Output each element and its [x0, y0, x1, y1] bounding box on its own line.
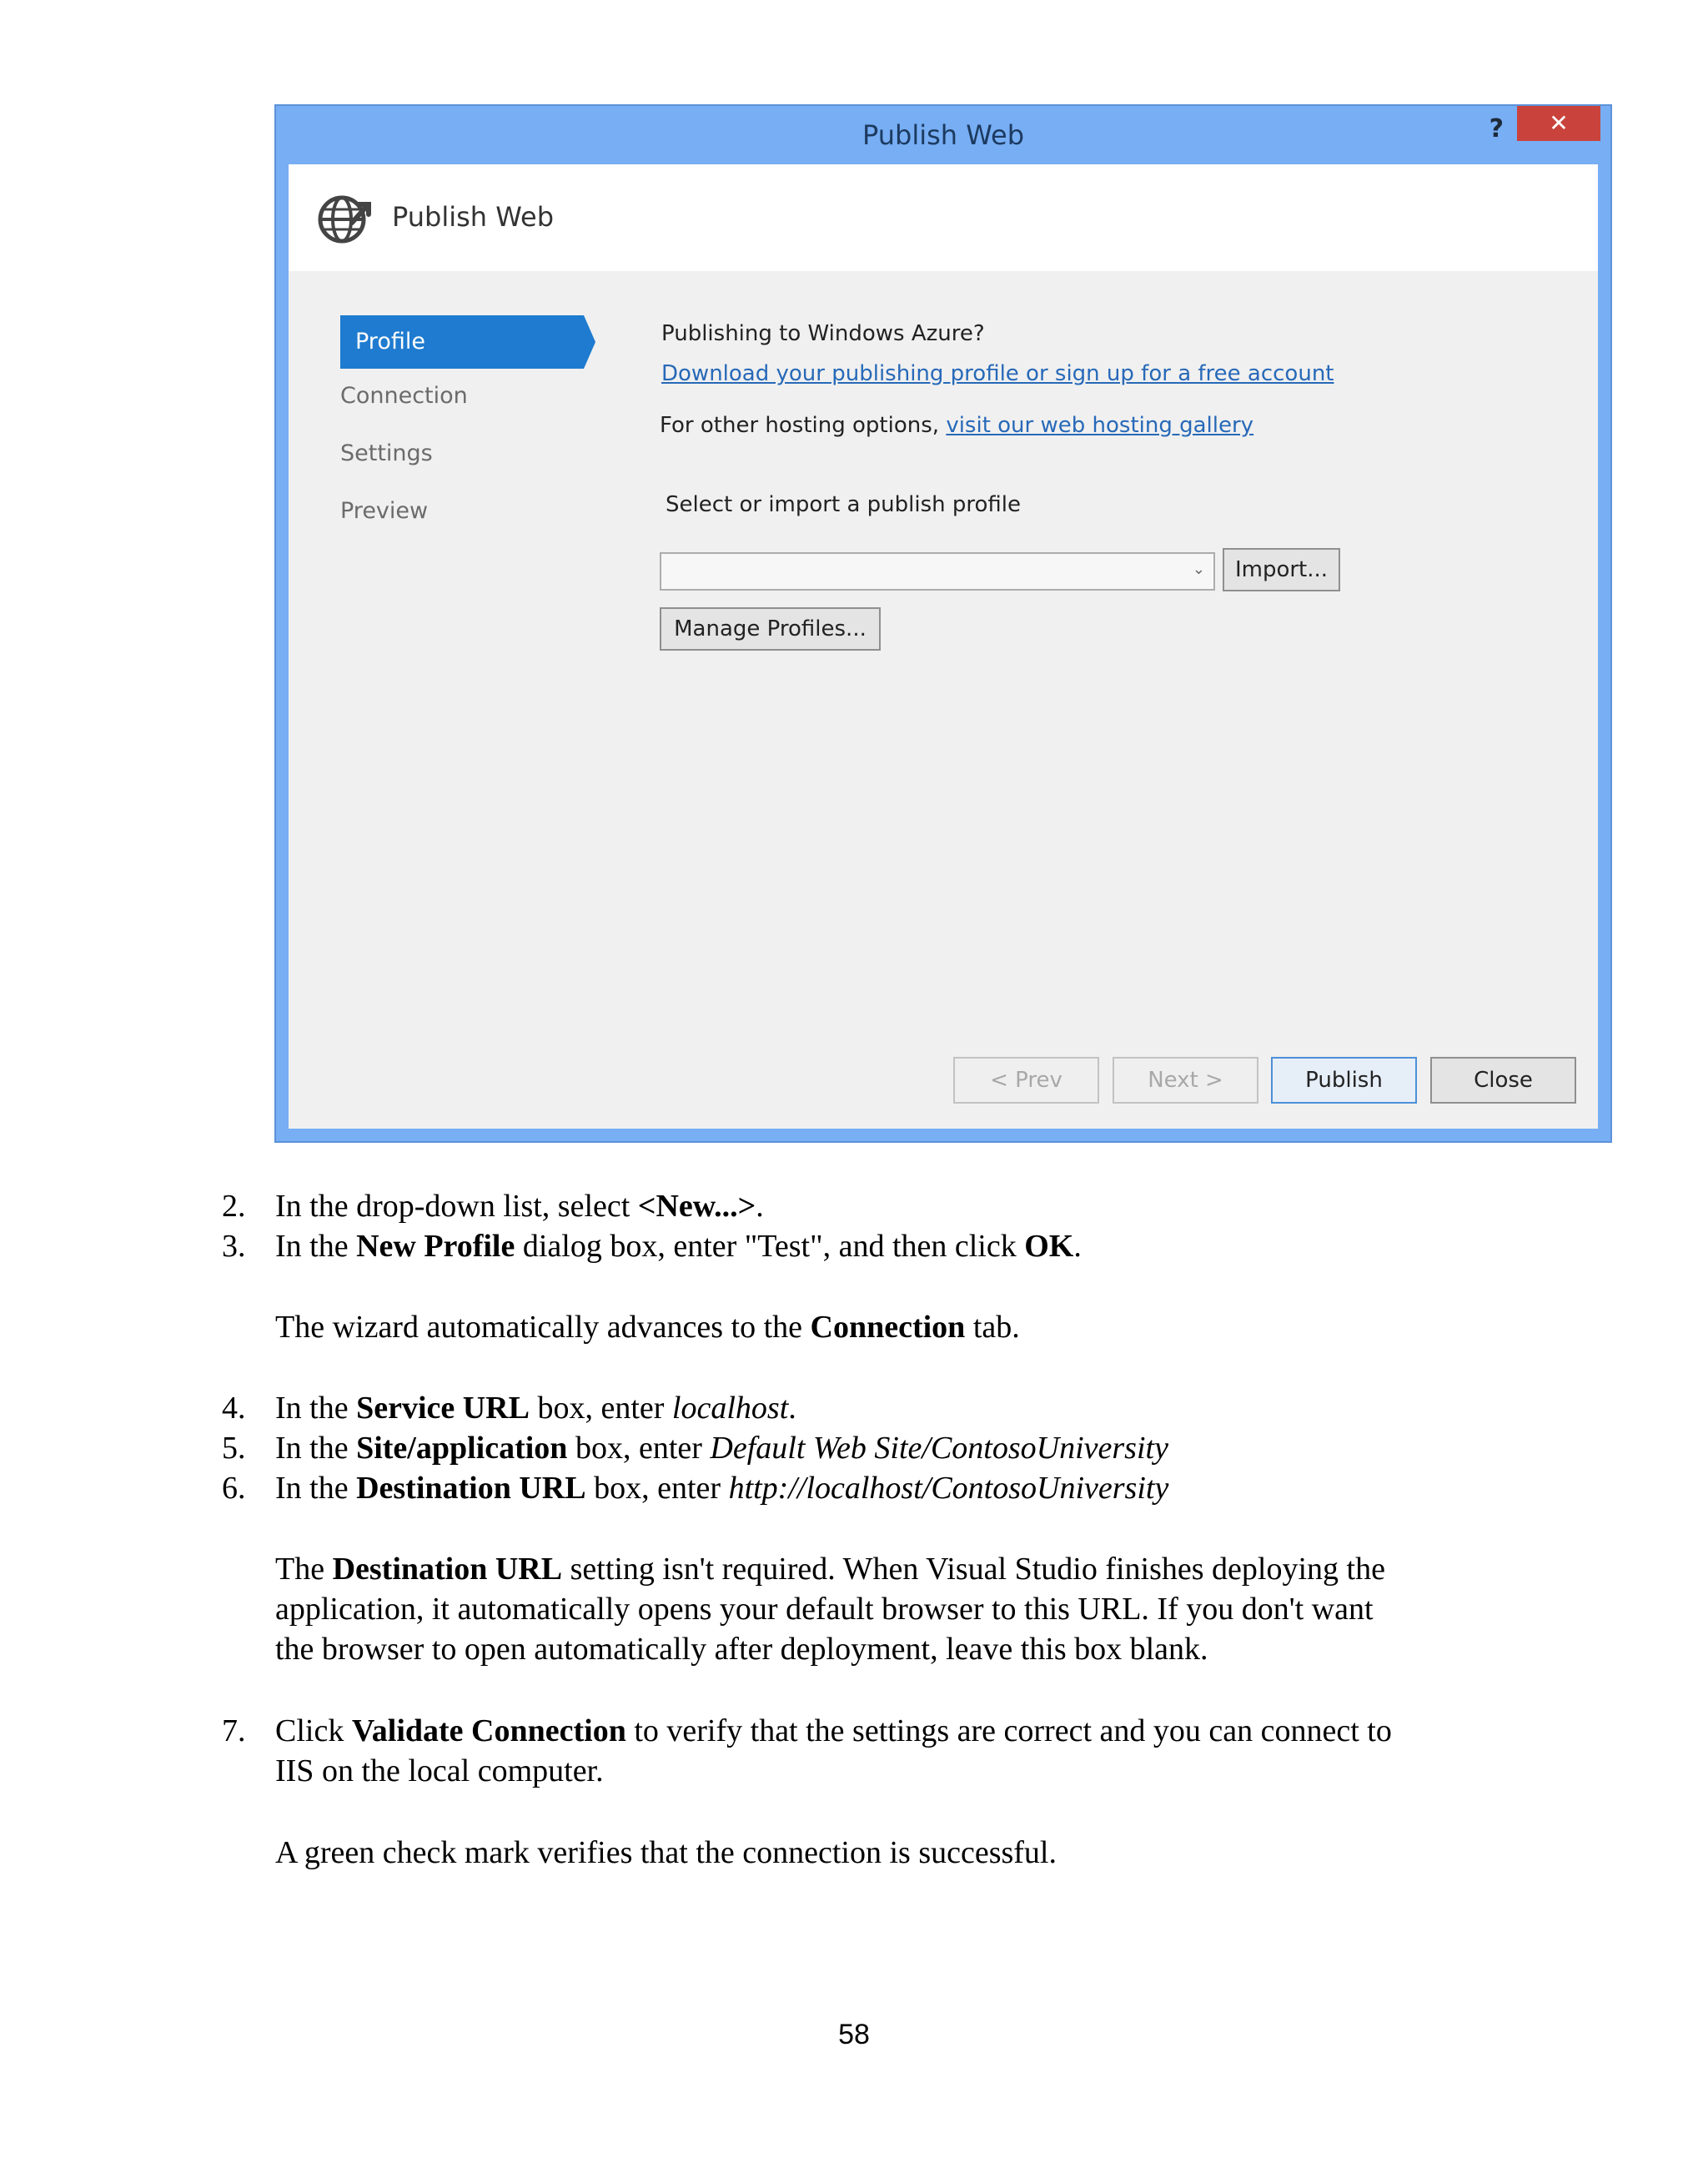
step-text: dialog box, enter "Test", and then click: [515, 1229, 1025, 1264]
para-text: The wizard automatically advances to the: [275, 1310, 811, 1345]
step-6: [222, 1468, 1168, 1508]
publish-web-dialog: [274, 104, 1612, 1143]
chevron-down-icon: ⌄: [1192, 561, 1205, 578]
para-line: the browser to open automatically after deployment, leave this box blank.: [275, 1632, 1208, 1667]
step-text: .: [1073, 1229, 1082, 1264]
step-bold: Site/application: [356, 1431, 568, 1466]
step-text: box, enter: [585, 1471, 729, 1506]
step-bold: Service URL: [356, 1391, 530, 1426]
azure-question: Publishing to Windows Azure?: [661, 321, 985, 346]
azure-profile-link[interactable]: Download your publishing profile or sign up for a free account: [661, 361, 1334, 386]
para-text: setting isn't required. When Visual Studio finishes deploying the: [562, 1552, 1385, 1587]
step-2: [222, 1186, 764, 1226]
window-title: Publish Web: [862, 119, 1024, 151]
step-text: In the: [275, 1431, 357, 1466]
manage-profiles-button[interactable]: Manage Profiles...: [660, 607, 881, 651]
step-number: 6.: [222, 1471, 246, 1506]
step-text: In the: [275, 1229, 357, 1264]
step-number: 5.: [222, 1431, 246, 1466]
step-bold: <New...>: [637, 1189, 756, 1224]
step-italic: http://localhost/ContosoUniversity: [728, 1471, 1169, 1506]
step-number: 3.: [222, 1229, 246, 1264]
globe-publish-icon: [315, 189, 374, 248]
prev-button[interactable]: < Prev: [953, 1057, 1099, 1104]
step-text: In the drop-down list, select: [275, 1189, 638, 1224]
para-text: The: [275, 1552, 333, 1587]
step-number: 4.: [222, 1391, 246, 1426]
step-text: .: [788, 1391, 796, 1426]
para-bold: Destination URL: [332, 1552, 563, 1587]
page-number: 58: [838, 2019, 870, 2050]
paragraph-green-check: A green check mark verifies that the connection is successful.: [275, 1835, 1057, 1870]
dialog-client-area: [289, 164, 1598, 1129]
step-bold: Destination URL: [356, 1471, 586, 1506]
para-line: application, it automatically opens your default browser to this URL. If you don't want: [275, 1592, 1374, 1627]
step-3: [222, 1226, 1082, 1266]
hosting-gallery-link[interactable]: visit our web hosting gallery: [946, 413, 1254, 438]
step-bold: Validate Connection: [351, 1713, 626, 1748]
import-button[interactable]: Import...: [1223, 548, 1340, 591]
step-text: In the: [275, 1471, 357, 1506]
help-button[interactable]: ?: [1489, 114, 1504, 143]
step-text: to verify that the settings are correct and you can connect to: [625, 1713, 1392, 1748]
step-text: box, enter: [567, 1431, 711, 1466]
paragraph-wizard-advances: [275, 1307, 1020, 1347]
step-text: In the: [275, 1391, 357, 1426]
step-text: box, enter: [529, 1391, 672, 1426]
nav-item-settings[interactable]: Settings: [340, 440, 433, 466]
step-bold: New Profile: [356, 1229, 515, 1264]
step-text: .: [756, 1189, 764, 1224]
step-7: [222, 1711, 1392, 1751]
step-text: Click: [275, 1713, 352, 1748]
other-hosting-prefix: For other hosting options,: [660, 413, 947, 438]
para-text: tab.: [965, 1310, 1020, 1345]
step-4: [222, 1388, 796, 1428]
header-title: Publish Web: [392, 201, 554, 233]
dialog-header: [289, 164, 1598, 271]
nav-item-preview[interactable]: Preview: [340, 498, 429, 524]
step-number: 2.: [222, 1189, 246, 1224]
para-bold: Connection: [810, 1310, 966, 1345]
nav-item-connection[interactable]: Connection: [340, 383, 468, 409]
title-bar: [276, 106, 1610, 164]
step-7-continuation: IIS on the local computer.: [275, 1753, 604, 1788]
other-hosting-text: [660, 413, 1253, 438]
step-italic: Default Web Site/ContosoUniversity: [710, 1431, 1168, 1466]
select-profile-label: Select or import a publish profile: [666, 492, 1021, 517]
step-bold: OK: [1024, 1229, 1074, 1264]
step-5: [222, 1428, 1168, 1468]
next-button[interactable]: Next >: [1113, 1057, 1258, 1104]
close-button[interactable]: Close: [1430, 1057, 1576, 1104]
publish-button[interactable]: Publish: [1271, 1057, 1417, 1104]
step-italic: localhost: [671, 1391, 789, 1426]
window-close-button[interactable]: ✕: [1517, 106, 1600, 141]
nav-item-profile[interactable]: Profile: [340, 315, 584, 369]
publish-profile-dropdown[interactable]: [660, 552, 1215, 591]
para-line: [275, 1549, 1385, 1589]
paragraph-destination-url: [275, 1549, 1385, 1669]
step-number: 7.: [222, 1713, 246, 1748]
